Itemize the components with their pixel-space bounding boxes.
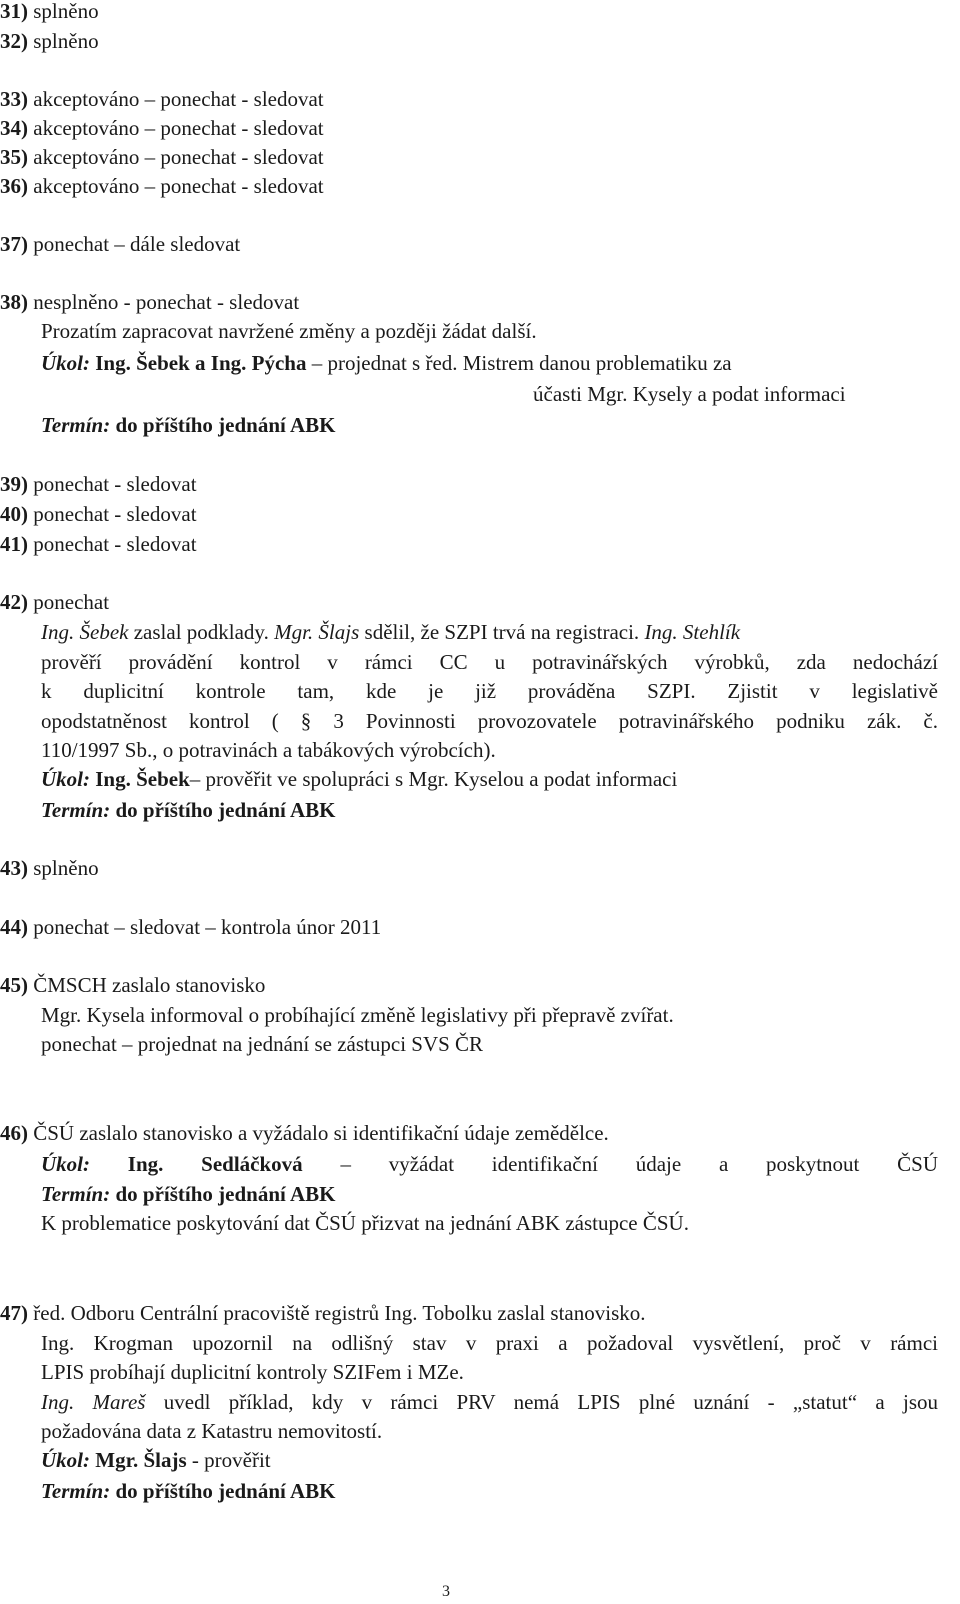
item-42-line3: k duplicitní kontrole tam, kde je již prováděna SZPI. Zjistit v legislativě <box>41 679 938 703</box>
item-33 <box>0 86 324 112</box>
item-text: splněno <box>33 0 99 23</box>
item-text: akceptováno – ponechat - sledovat <box>33 174 324 198</box>
term-text: do příštího jednání ABK <box>115 413 336 437</box>
term-label: Termín: <box>41 798 111 822</box>
item-34 <box>0 115 324 141</box>
task-label: Úkol: <box>41 1152 90 1176</box>
item-number: 45) <box>0 973 28 997</box>
task-names: Ing. Šebek a Ing. Pýcha <box>95 351 307 375</box>
item-38-task-cont: účasti Mgr. Kysely a podat informaci <box>533 382 846 406</box>
person-name: Mgr. Šlajs <box>274 620 360 644</box>
item-number: 43) <box>0 856 28 880</box>
item-number: 35) <box>0 145 28 169</box>
item-text: splněno <box>33 856 99 880</box>
item-text: splněno <box>33 29 99 53</box>
item-40 <box>0 501 197 527</box>
item-42-line1 <box>41 619 740 645</box>
item-46 <box>0 1120 609 1146</box>
item-text: nesplněno - ponechat - sledovat <box>33 290 300 314</box>
item-number: 36) <box>0 174 28 198</box>
item-44 <box>0 914 381 940</box>
item-text: akceptováno – ponechat - sledovat <box>33 145 324 169</box>
item-43 <box>0 855 99 881</box>
item-45-line1: Mgr. Kysela informoval o probíhající změně legislativy při přepravě zvířat. <box>41 1003 674 1027</box>
task-names: Ing. Sedláčková <box>127 1152 303 1176</box>
task-text: – vyžádat identifikační údaje a poskytnout ČSÚ <box>340 1152 939 1176</box>
item-47-line2: LPIS probíhají duplicitní kontroly SZIFem i MZe. <box>41 1360 464 1384</box>
item-number: 47) <box>0 1301 28 1325</box>
item-text: řed. Odboru Centrální pracoviště registrů Ing. Tobolku zaslal stanovisko. <box>33 1301 646 1325</box>
item-text: ponechat - sledovat <box>33 502 197 526</box>
item-47-line3 <box>41 1389 938 1415</box>
item-47-line4: požadována data z Katastru nemovitostí. <box>41 1419 383 1443</box>
item-36 <box>0 173 324 199</box>
item-42 <box>0 589 109 615</box>
item-38-task <box>41 350 732 376</box>
item-32 <box>0 28 99 54</box>
item-text: akceptováno – ponechat - sledovat <box>33 87 324 111</box>
person-name: Ing. Mareš <box>41 1390 146 1414</box>
person-name: Šebek <box>79 620 129 644</box>
term-text: do příštího jednání ABK <box>115 1182 336 1206</box>
task-names: Mgr. Šlajs <box>95 1448 187 1472</box>
item-47-term <box>41 1478 335 1504</box>
item-42-task <box>41 766 677 792</box>
item-number: 34) <box>0 116 28 140</box>
item-number: 31) <box>0 0 28 23</box>
item-39 <box>0 471 197 497</box>
item-text: ponechat – sledovat – kontrola únor 2011 <box>33 915 382 939</box>
item-37 <box>0 231 240 257</box>
item-46-task <box>41 1151 938 1177</box>
item-number: 33) <box>0 87 28 111</box>
item-47 <box>0 1300 646 1326</box>
item-46-term <box>41 1181 335 1207</box>
item-text: ponechat - sledovat <box>33 532 197 556</box>
task-text: – projednat s řed. Mistrem danou problematiku za <box>311 351 732 375</box>
item-number: 39) <box>0 472 28 496</box>
item-38-line1: Prozatím zapracovat navržené změny a později žádat další. <box>41 319 537 343</box>
text-run: uvedl příklad, kdy v rámci PRV nemá LPIS plné uznání - „statut“ a jsou <box>145 1390 938 1414</box>
item-31 <box>0 0 99 24</box>
item-number: 46) <box>0 1121 28 1145</box>
item-42-line5: 110/1997 Sb., o potravinách a tabákových výrobcích). <box>41 738 496 762</box>
term-label: Termín: <box>41 1182 111 1206</box>
item-46-line3: K problematice poskytování dat ČSÚ přizvat na jednání ABK zástupce ČSÚ. <box>41 1211 689 1235</box>
task-text: – prověřit ve spolupráci s Mgr. Kyselou a podat informaci <box>189 767 678 791</box>
item-38-term <box>41 412 335 438</box>
person-title: Ing. <box>41 620 75 644</box>
task-label: Úkol: <box>41 1448 90 1472</box>
term-text: do příštího jednání ABK <box>115 798 336 822</box>
item-text: ČSÚ zaslalo stanovisko a vyžádalo si identifikační údaje zemědělce. <box>33 1121 609 1145</box>
item-47-line1: Ing. Krogman upozornil na odlišný stav v praxi a požadoval vysvětlení, proč v rámci <box>41 1331 938 1355</box>
item-number: 41) <box>0 532 28 556</box>
task-names: Ing. Šebek <box>95 767 190 791</box>
item-35 <box>0 144 324 170</box>
item-number: 44) <box>0 915 28 939</box>
item-text: ponechat - sledovat <box>33 472 197 496</box>
item-45-line2: ponechat – projednat na jednání se zástupci SVS ČR <box>41 1032 484 1056</box>
item-text: ponechat <box>33 590 110 614</box>
term-label: Termín: <box>41 1479 111 1503</box>
item-number: 37) <box>0 232 28 256</box>
item-42-term <box>41 797 335 823</box>
item-text: akceptováno – ponechat - sledovat <box>33 116 324 140</box>
item-42-line2: prověří provádění kontrol v rámci CC u potravinářských výrobků, zda nedochází <box>41 650 938 674</box>
page-number: 3 <box>442 1583 450 1600</box>
text-run: sdělil, že SZPI trvá na registraci. <box>359 620 645 644</box>
item-text: ČMSCH zaslalo stanovisko <box>33 973 266 997</box>
item-number: 38) <box>0 290 28 314</box>
task-label: Úkol: <box>41 351 90 375</box>
text-run: zaslal podklady. <box>128 620 275 644</box>
item-38 <box>0 289 299 315</box>
task-text: - prověřit <box>186 1448 271 1472</box>
term-label: Termín: <box>41 413 111 437</box>
item-text: ponechat – dále sledovat <box>33 232 241 256</box>
item-number: 42) <box>0 590 28 614</box>
item-47-task <box>41 1447 271 1473</box>
item-number: 32) <box>0 29 28 53</box>
person-name: Ing. Stehlík <box>644 620 741 644</box>
item-41 <box>0 531 197 557</box>
item-number: 40) <box>0 502 28 526</box>
item-42-line4: opodstatněnost kontrol ( § 3 Povinnosti provozovatele potravinářského podniku zák. č. <box>41 709 938 733</box>
item-45 <box>0 972 265 998</box>
term-text: do příštího jednání ABK <box>115 1479 336 1503</box>
task-label: Úkol: <box>41 767 90 791</box>
